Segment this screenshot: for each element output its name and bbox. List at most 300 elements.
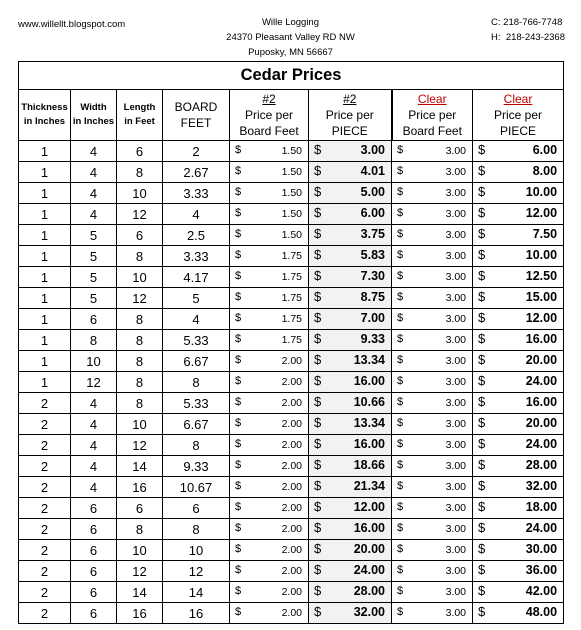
currency-symbol: $	[478, 352, 486, 367]
price-amount: 3.00	[445, 313, 466, 325]
cell-clear-price-per-piece	[473, 204, 564, 225]
currency-symbol: $	[397, 333, 404, 345]
cell-no2-price-per-bf	[230, 288, 309, 309]
header-clear-price-per-bf: Clear Price per Board Feet	[392, 90, 473, 141]
price-amount: 3.00	[445, 502, 466, 514]
cell-clear-price-per-piece	[473, 393, 564, 414]
cell-thickness: 2	[19, 561, 71, 582]
cell-width: 4	[71, 414, 117, 435]
cell-clear-price-per-bf	[392, 162, 473, 183]
price-amount: 12.00	[525, 206, 558, 220]
currency-symbol: $	[478, 373, 486, 388]
currency-symbol: $	[314, 604, 322, 619]
price-amount: 24.00	[525, 437, 558, 451]
table-body	[19, 141, 564, 624]
cell-clear-price-per-bf	[392, 309, 473, 330]
price-amount: 10.00	[525, 248, 558, 262]
table-row	[19, 561, 564, 582]
cell-clear-price-per-bf	[392, 603, 473, 624]
cell-width: 5	[71, 267, 117, 288]
price-amount: 24.00	[525, 521, 558, 535]
price-amount: 1.50	[281, 208, 302, 220]
cell-no2-price-per-piece	[309, 162, 392, 183]
cell-no2-price-per-piece	[309, 477, 392, 498]
table-row	[19, 414, 564, 435]
currency-symbol: $	[478, 247, 486, 262]
price-amount: 1.50	[281, 166, 302, 178]
table-row	[19, 330, 564, 351]
price-amount: 3.00	[445, 145, 466, 157]
price-amount: 7.00	[360, 311, 385, 325]
price-amount: 8.00	[532, 164, 558, 178]
price-amount: 4.01	[360, 164, 385, 178]
price-amount: 3.00	[445, 586, 466, 598]
cell-clear-price-per-piece	[473, 372, 564, 393]
price-amount: 30.00	[525, 542, 558, 556]
currency-symbol: $	[235, 564, 242, 576]
cell-width: 6	[71, 519, 117, 540]
cell-no2-price-per-piece	[309, 393, 392, 414]
cell-board-feet: 5.33	[163, 393, 230, 414]
price-amount: 2.00	[281, 355, 302, 367]
price-amount: 3.00	[445, 523, 466, 535]
currency-symbol: $	[397, 459, 404, 471]
cell-no2-price-per-piece	[309, 561, 392, 582]
price-amount: 3.00	[445, 460, 466, 472]
currency-symbol: $	[478, 331, 486, 346]
cell-width: 4	[71, 183, 117, 204]
table-row	[19, 246, 564, 267]
table-row	[19, 183, 564, 204]
cell-no2-price-per-piece	[309, 309, 392, 330]
currency-symbol: $	[397, 438, 404, 450]
cell-thickness: 1	[19, 225, 71, 246]
cell-no2-price-per-bf	[230, 330, 309, 351]
phone-home: H: 218-243-2368	[491, 32, 565, 43]
price-amount: 20.00	[525, 416, 558, 430]
currency-symbol: $	[478, 268, 486, 283]
cell-clear-price-per-bf	[392, 225, 473, 246]
cell-width: 6	[71, 309, 117, 330]
currency-symbol: $	[478, 520, 486, 535]
price-amount: 2.00	[281, 376, 302, 388]
cell-width: 4	[71, 393, 117, 414]
currency-symbol: $	[235, 606, 242, 618]
currency-symbol: $	[314, 205, 322, 220]
cell-no2-price-per-bf	[230, 393, 309, 414]
currency-symbol: $	[314, 373, 322, 388]
cell-no2-price-per-bf	[230, 477, 309, 498]
currency-symbol: $	[478, 226, 486, 241]
cell-width: 5	[71, 288, 117, 309]
price-amount: 1.50	[281, 145, 302, 157]
currency-symbol: $	[314, 352, 322, 367]
price-amount: 16.00	[353, 374, 385, 388]
cell-clear-price-per-piece	[473, 288, 564, 309]
currency-symbol: $	[235, 438, 242, 450]
currency-symbol: $	[314, 394, 322, 409]
price-amount: 12.00	[353, 500, 385, 514]
cell-board-feet: 4	[163, 309, 230, 330]
price-amount: 28.00	[353, 584, 385, 598]
table-title: Cedar Prices	[19, 62, 564, 90]
price-amount: 2.00	[281, 460, 302, 472]
cell-no2-price-per-bf	[230, 561, 309, 582]
currency-symbol: $	[478, 394, 486, 409]
currency-symbol: $	[314, 289, 322, 304]
currency-symbol: $	[314, 268, 322, 283]
header-thickness: Thickness in Inches	[19, 90, 71, 141]
price-amount: 20.00	[353, 542, 385, 556]
price-amount: 24.00	[353, 563, 385, 577]
table-row	[19, 540, 564, 561]
price-amount: 2.00	[281, 523, 302, 535]
cell-no2-price-per-bf	[230, 183, 309, 204]
cell-board-feet: 10.67	[163, 477, 230, 498]
table-row	[19, 162, 564, 183]
table-row	[19, 288, 564, 309]
cell-no2-price-per-bf	[230, 540, 309, 561]
table-row	[19, 456, 564, 477]
price-amount: 9.33	[360, 332, 385, 346]
price-amount: 32.00	[353, 605, 385, 619]
table-row	[19, 351, 564, 372]
currency-symbol: $	[235, 501, 242, 513]
currency-symbol: $	[314, 520, 322, 535]
cell-no2-price-per-bf	[230, 435, 309, 456]
price-amount: 2.00	[281, 544, 302, 556]
price-amount: 7.50	[532, 227, 558, 241]
price-amount: 12.50	[525, 269, 558, 283]
price-amount: 2.00	[281, 607, 302, 619]
table-row	[19, 372, 564, 393]
cell-width: 5	[71, 246, 117, 267]
currency-symbol: $	[397, 585, 404, 597]
cell-thickness: 1	[19, 351, 71, 372]
price-amount: 10.00	[525, 185, 558, 199]
price-amount: 18.00	[525, 500, 558, 514]
header-no2-price-per-piece: #2 Price per PIECE	[309, 90, 392, 141]
cell-length: 8	[117, 393, 163, 414]
currency-symbol: $	[235, 312, 242, 324]
cell-clear-price-per-bf	[392, 561, 473, 582]
cell-thickness: 2	[19, 519, 71, 540]
currency-symbol: $	[478, 499, 486, 514]
cell-clear-price-per-piece	[473, 162, 564, 183]
cell-board-feet: 2.5	[163, 225, 230, 246]
table-row	[19, 267, 564, 288]
price-amount: 3.00	[445, 166, 466, 178]
cell-clear-price-per-bf	[392, 204, 473, 225]
cell-no2-price-per-bf	[230, 267, 309, 288]
currency-symbol: $	[314, 499, 322, 514]
price-amount: 2.00	[281, 565, 302, 577]
header-board-feet: BOARD FEET	[163, 90, 230, 141]
cell-width: 6	[71, 540, 117, 561]
cell-length: 8	[117, 162, 163, 183]
phone-block	[491, 15, 565, 45]
cell-no2-price-per-bf	[230, 498, 309, 519]
price-amount: 3.00	[445, 481, 466, 493]
currency-symbol: $	[397, 522, 404, 534]
price-amount: 1.50	[281, 187, 302, 199]
cell-width: 4	[71, 456, 117, 477]
cell-length: 8	[117, 519, 163, 540]
price-amount: 15.00	[525, 290, 558, 304]
price-amount: 16.00	[525, 395, 558, 409]
cell-no2-price-per-piece	[309, 603, 392, 624]
cell-board-feet: 2	[163, 141, 230, 162]
cell-length: 6	[117, 141, 163, 162]
price-amount: 2.00	[281, 418, 302, 430]
cell-clear-price-per-piece	[473, 603, 564, 624]
price-amount: 3.00	[445, 229, 466, 241]
cell-length: 12	[117, 288, 163, 309]
price-amount: 16.00	[353, 521, 385, 535]
cell-no2-price-per-piece	[309, 582, 392, 603]
cell-length: 8	[117, 309, 163, 330]
price-amount: 3.00	[445, 208, 466, 220]
currency-symbol: $	[235, 375, 242, 387]
cell-clear-price-per-bf	[392, 414, 473, 435]
currency-symbol: $	[235, 291, 242, 303]
cell-clear-price-per-piece	[473, 330, 564, 351]
price-amount: 3.00	[445, 376, 466, 388]
currency-symbol: $	[478, 436, 486, 451]
cell-no2-price-per-bf	[230, 582, 309, 603]
cell-clear-price-per-piece	[473, 477, 564, 498]
cell-length: 16	[117, 477, 163, 498]
currency-symbol: $	[397, 375, 404, 387]
price-amount: 13.34	[353, 353, 385, 367]
currency-symbol: $	[397, 564, 404, 576]
address-line-1: 24370 Pleasant Valley RD NW	[226, 32, 355, 43]
table-row	[19, 477, 564, 498]
table-row	[19, 141, 564, 162]
cell-clear-price-per-bf	[392, 582, 473, 603]
price-amount: 3.00	[445, 334, 466, 346]
currency-symbol: $	[235, 354, 242, 366]
cell-width: 6	[71, 582, 117, 603]
cell-clear-price-per-piece	[473, 246, 564, 267]
cell-no2-price-per-bf	[230, 372, 309, 393]
cell-clear-price-per-piece	[473, 183, 564, 204]
currency-symbol: $	[235, 396, 242, 408]
cell-board-feet: 5.33	[163, 330, 230, 351]
cell-clear-price-per-piece	[473, 456, 564, 477]
cell-no2-price-per-piece	[309, 540, 392, 561]
price-amount: 6.00	[532, 143, 558, 157]
cell-width: 6	[71, 498, 117, 519]
cell-clear-price-per-bf	[392, 351, 473, 372]
column-header-row	[19, 90, 564, 141]
cell-no2-price-per-piece	[309, 498, 392, 519]
cell-no2-price-per-piece	[309, 435, 392, 456]
price-amount: 13.34	[353, 416, 385, 430]
currency-symbol: $	[235, 585, 242, 597]
header-length: Length in Feet	[117, 90, 163, 141]
cell-clear-price-per-piece	[473, 309, 564, 330]
cell-thickness: 2	[19, 540, 71, 561]
price-amount: 12.00	[525, 311, 558, 325]
cell-clear-price-per-piece	[473, 414, 564, 435]
currency-symbol: $	[314, 163, 322, 178]
cell-no2-price-per-piece	[309, 414, 392, 435]
cell-clear-price-per-piece	[473, 561, 564, 582]
currency-symbol: $	[314, 541, 322, 556]
currency-symbol: $	[314, 247, 322, 262]
cell-no2-price-per-bf	[230, 603, 309, 624]
cell-length: 6	[117, 225, 163, 246]
currency-symbol: $	[397, 354, 404, 366]
cell-length: 14	[117, 456, 163, 477]
cell-no2-price-per-piece	[309, 204, 392, 225]
cell-width: 8	[71, 330, 117, 351]
cell-no2-price-per-bf	[230, 351, 309, 372]
currency-symbol: $	[314, 436, 322, 451]
cell-width: 5	[71, 225, 117, 246]
currency-symbol: $	[478, 478, 486, 493]
table-row	[19, 309, 564, 330]
price-amount: 8.75	[360, 290, 385, 304]
currency-symbol: $	[235, 270, 242, 282]
cell-length: 6	[117, 498, 163, 519]
price-amount: 3.00	[445, 187, 466, 199]
cell-board-feet: 12	[163, 561, 230, 582]
cell-thickness: 1	[19, 162, 71, 183]
cell-clear-price-per-bf	[392, 393, 473, 414]
cell-clear-price-per-piece	[473, 435, 564, 456]
cell-clear-price-per-piece	[473, 267, 564, 288]
price-amount: 18.66	[353, 458, 385, 472]
table-row	[19, 225, 564, 246]
currency-symbol: $	[235, 228, 242, 240]
cell-no2-price-per-piece	[309, 372, 392, 393]
price-amount: 10.66	[353, 395, 385, 409]
price-amount: 5.83	[360, 248, 385, 262]
cell-clear-price-per-piece	[473, 351, 564, 372]
currency-symbol: $	[478, 289, 486, 304]
currency-symbol: $	[235, 249, 242, 261]
currency-symbol: $	[235, 165, 242, 177]
currency-symbol: $	[478, 163, 486, 178]
cell-board-feet: 8	[163, 435, 230, 456]
currency-symbol: $	[397, 417, 404, 429]
price-amount: 2.00	[281, 481, 302, 493]
currency-symbol: $	[314, 310, 322, 325]
cell-thickness: 2	[19, 393, 71, 414]
cell-thickness: 1	[19, 183, 71, 204]
price-amount: 1.75	[281, 250, 302, 262]
cell-width: 4	[71, 435, 117, 456]
currency-symbol: $	[397, 207, 404, 219]
cell-clear-price-per-piece	[473, 582, 564, 603]
price-amount: 3.00	[360, 143, 385, 157]
currency-symbol: $	[235, 333, 242, 345]
currency-symbol: $	[397, 543, 404, 555]
price-amount: 24.00	[525, 374, 558, 388]
currency-symbol: $	[235, 459, 242, 471]
price-amount: 5.00	[360, 185, 385, 199]
currency-symbol: $	[397, 144, 404, 156]
price-amount: 36.00	[525, 563, 558, 577]
letterhead	[0, 0, 581, 60]
cell-board-feet: 10	[163, 540, 230, 561]
cell-thickness: 1	[19, 309, 71, 330]
cell-no2-price-per-bf	[230, 456, 309, 477]
cell-thickness: 2	[19, 435, 71, 456]
currency-symbol: $	[235, 480, 242, 492]
cell-board-feet: 6.67	[163, 351, 230, 372]
price-amount: 3.00	[445, 439, 466, 451]
cell-board-feet: 8	[163, 372, 230, 393]
table-row	[19, 204, 564, 225]
header-clear-price-per-piece: Clear Price per PIECE	[473, 90, 564, 141]
currency-symbol: $	[397, 270, 404, 282]
cell-thickness: 1	[19, 267, 71, 288]
cell-no2-price-per-piece	[309, 225, 392, 246]
cell-length: 16	[117, 603, 163, 624]
cell-thickness: 2	[19, 414, 71, 435]
cell-clear-price-per-bf	[392, 435, 473, 456]
cell-board-feet: 14	[163, 582, 230, 603]
currency-symbol: $	[235, 207, 242, 219]
price-amount: 1.75	[281, 271, 302, 283]
cell-board-feet: 9.33	[163, 456, 230, 477]
cell-board-feet: 16	[163, 603, 230, 624]
cell-no2-price-per-bf	[230, 204, 309, 225]
price-amount: 3.00	[445, 250, 466, 262]
cell-clear-price-per-bf	[392, 246, 473, 267]
price-amount: 3.00	[445, 607, 466, 619]
cell-thickness: 2	[19, 456, 71, 477]
cell-no2-price-per-piece	[309, 288, 392, 309]
cell-width: 4	[71, 162, 117, 183]
price-amount: 3.75	[360, 227, 385, 241]
cell-clear-price-per-piece	[473, 498, 564, 519]
currency-symbol: $	[397, 249, 404, 261]
cell-no2-price-per-bf	[230, 414, 309, 435]
price-amount: 28.00	[525, 458, 558, 472]
currency-symbol: $	[314, 478, 322, 493]
price-amount: 16.00	[353, 437, 385, 451]
table-row	[19, 435, 564, 456]
cell-thickness: 2	[19, 477, 71, 498]
cell-clear-price-per-bf	[392, 372, 473, 393]
cell-clear-price-per-piece	[473, 141, 564, 162]
phone-cell: C: 218-766-7748	[491, 17, 563, 28]
price-amount: 32.00	[525, 479, 558, 493]
currency-symbol: $	[314, 562, 322, 577]
company-name: Wille Logging	[261, 17, 320, 28]
price-amount: 2.00	[281, 502, 302, 514]
cell-board-feet: 4	[163, 204, 230, 225]
cell-no2-price-per-bf	[230, 225, 309, 246]
currency-symbol: $	[478, 184, 486, 199]
price-amount: 3.00	[445, 544, 466, 556]
cell-width: 6	[71, 603, 117, 624]
currency-symbol: $	[235, 543, 242, 555]
cell-no2-price-per-piece	[309, 351, 392, 372]
cell-board-feet: 3.33	[163, 183, 230, 204]
cell-no2-price-per-piece	[309, 456, 392, 477]
address-line-2: Puposky, MN 56667	[248, 47, 333, 58]
currency-symbol: $	[397, 312, 404, 324]
currency-symbol: $	[235, 522, 242, 534]
cell-no2-price-per-piece	[309, 519, 392, 540]
cell-clear-price-per-bf	[392, 519, 473, 540]
table-row	[19, 519, 564, 540]
